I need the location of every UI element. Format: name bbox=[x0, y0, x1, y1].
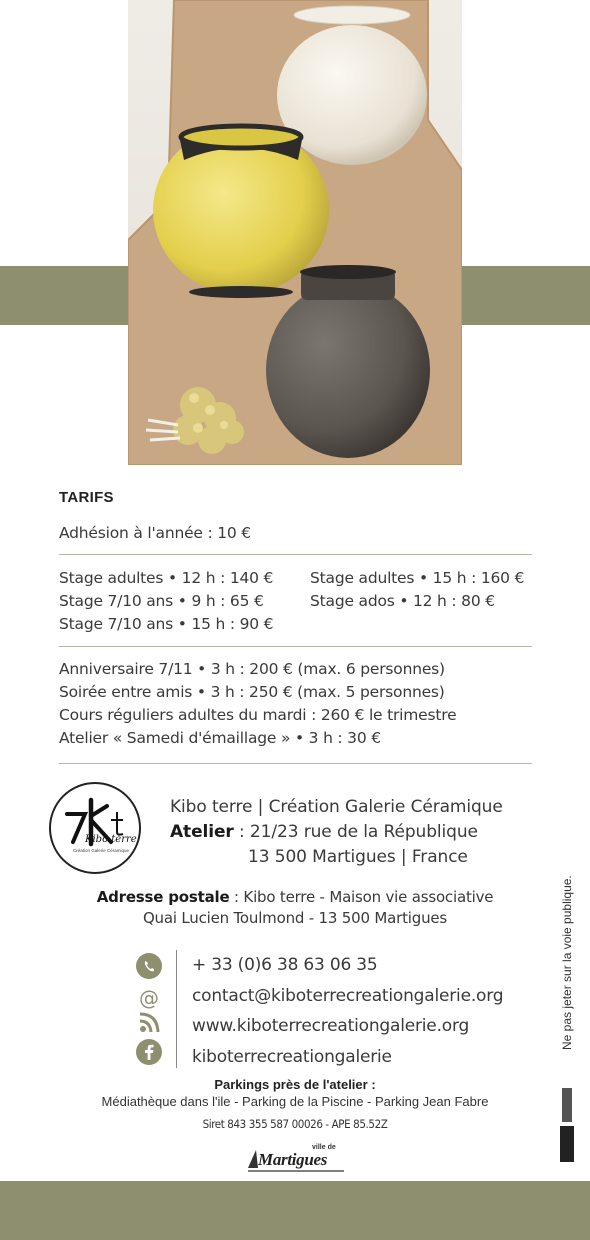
parking-title: Parkings près de l'atelier : bbox=[214, 1077, 376, 1092]
atelier-label: Atelier bbox=[170, 822, 234, 842]
stage-price: Stage 7/10 ans • 9 h : 65 € bbox=[59, 592, 264, 610]
stage-price: Stage ados • 12 h : 80 € bbox=[310, 592, 495, 610]
ceramic-vases-photo bbox=[128, 0, 462, 465]
adhesion-price: Adhésion à l'année : 10 € bbox=[59, 524, 251, 542]
postal-label: Adresse postale bbox=[96, 888, 230, 906]
stage-price: Stage 7/10 ans • 15 h : 90 € bbox=[59, 615, 274, 633]
kibo-terre-logo bbox=[49, 782, 141, 874]
city-logo-small: ville de bbox=[312, 1144, 336, 1151]
contact-divider bbox=[176, 950, 177, 1068]
event-price: Anniversaire 7/11 • 3 h : 200 € (max. 6 personnes) bbox=[59, 660, 445, 678]
facebook-icon bbox=[136, 1039, 162, 1065]
postal-address-text: : Kibo terre - Maison vie associative bbox=[229, 888, 494, 906]
divider bbox=[59, 763, 532, 764]
logo-name: Kibo terre bbox=[85, 834, 137, 845]
email-link[interactable]: contact@kiboterrecreationgalerie.org bbox=[192, 986, 504, 1006]
svg-text:@: @ bbox=[139, 986, 159, 1010]
event-price: Soirée entre amis • 3 h : 250 € (max. 5 personnes) bbox=[59, 683, 445, 701]
rss-icon bbox=[136, 1010, 162, 1036]
at-sign-icon bbox=[136, 985, 162, 1011]
printer-logo bbox=[558, 1086, 578, 1164]
stage-price: Stage adultes • 15 h : 160 € bbox=[310, 569, 525, 587]
atelier-address: : 21/23 rue de la République bbox=[233, 822, 478, 842]
website-link[interactable]: www.kiboterrecreationgalerie.org bbox=[192, 1016, 470, 1036]
whatsapp-icon bbox=[136, 953, 162, 979]
logo-subtitle: Création Galerie Céramique bbox=[73, 848, 130, 853]
tarifs-title: TARIFS bbox=[59, 489, 114, 506]
divider bbox=[59, 646, 532, 647]
stage-price: Stage adultes • 12 h : 140 € bbox=[59, 569, 274, 587]
bottom-color-band bbox=[0, 1181, 590, 1240]
studio-city: 13 500 Martigues | France bbox=[248, 847, 468, 867]
parking-list: Médiathèque dans l'ile - Parking de la Piscine - Parking Jean Fabre bbox=[101, 1094, 489, 1109]
siret-info: Siret 843 355 587 00026 - APE 85.52Z bbox=[202, 1117, 388, 1131]
event-price: Cours réguliers adultes du mardi : 260 € le trimestre bbox=[59, 706, 457, 724]
studio-address bbox=[170, 822, 478, 842]
martigues-logo-mark bbox=[246, 1142, 346, 1174]
phone-number[interactable]: + 33 (0)6 38 63 06 35 bbox=[192, 955, 378, 975]
postal-address-line1 bbox=[0, 888, 590, 906]
divider bbox=[59, 554, 532, 555]
studio-name: Kibo terre | Création Galerie Céramique bbox=[170, 797, 503, 817]
event-price: Atelier « Samedi d'émaillage » • 3 h : 30 € bbox=[59, 729, 381, 747]
litter-notice: Ne pas jeter sur la voie publique. bbox=[560, 875, 574, 1050]
postal-address-line2: Quai Lucien Toulmond - 13 500 Martigues bbox=[142, 909, 448, 927]
city-logo-name: Martigues bbox=[258, 1150, 328, 1169]
facebook-link[interactable]: kiboterrecreationgalerie bbox=[192, 1047, 392, 1067]
